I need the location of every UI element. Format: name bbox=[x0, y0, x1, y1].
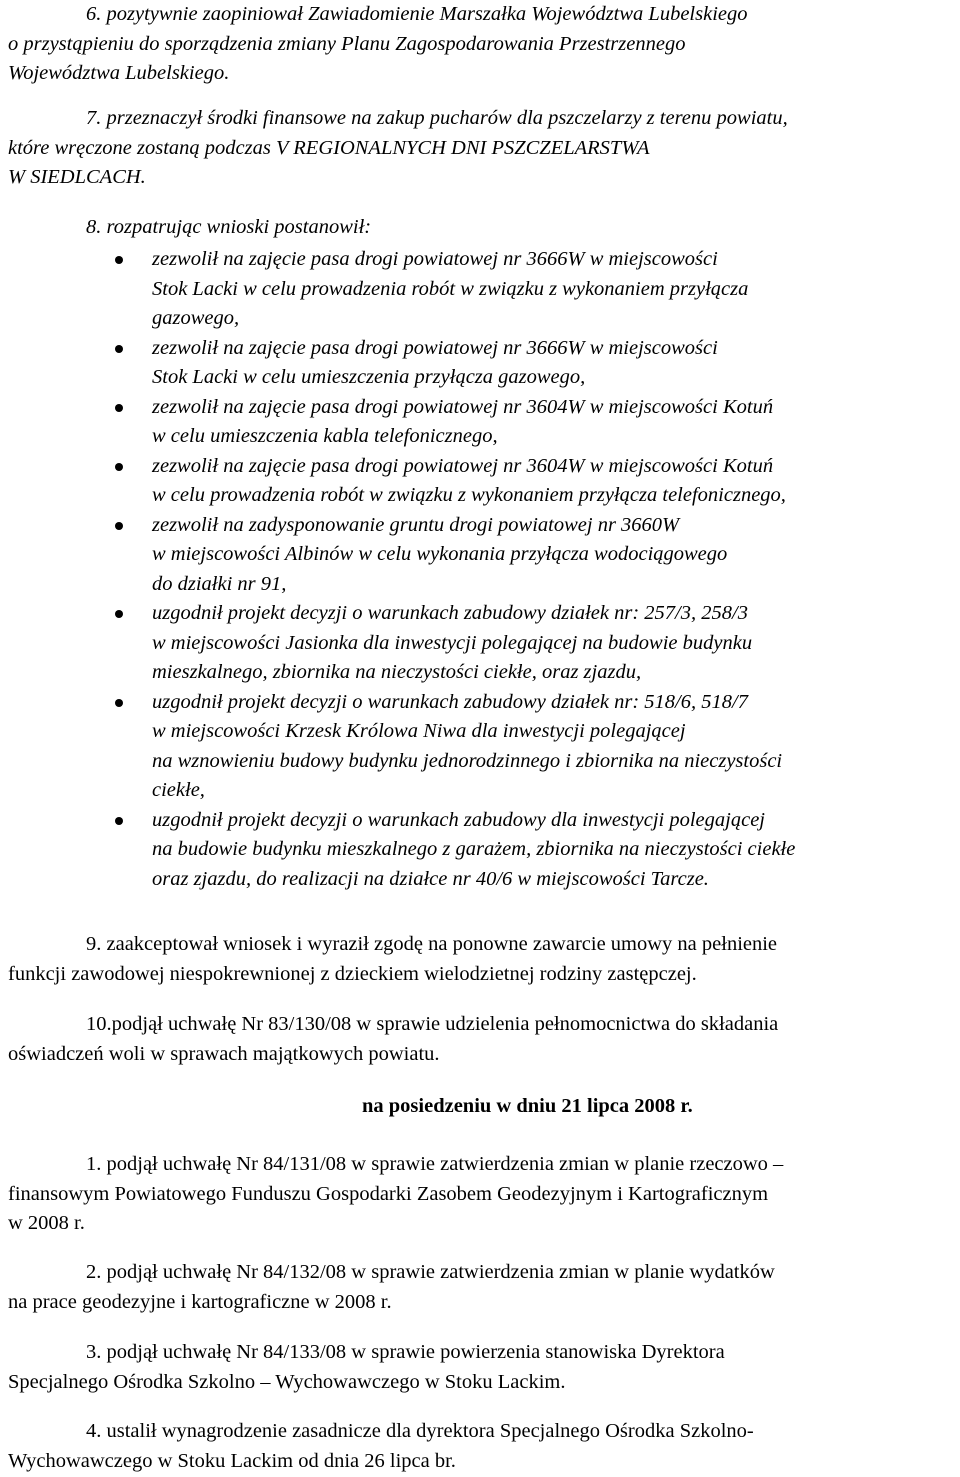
session-heading-block bbox=[8, 1092, 952, 1122]
item-9 bbox=[8, 930, 952, 989]
list-item bbox=[152, 334, 952, 393]
list-item-line: w miejscowości Krzesk Królowa Niwa dla inwestycji polegającej bbox=[152, 720, 686, 742]
item-7-line: W SIEDLCACH. bbox=[8, 166, 146, 188]
list-item bbox=[152, 599, 952, 688]
list-item-line: w celu umieszczenia kabla telefonicznego, bbox=[152, 425, 498, 447]
session-heading: na posiedzeniu w dniu 21 lipca 2008 r. bbox=[362, 1095, 693, 1117]
session-item-1 bbox=[8, 1150, 952, 1239]
item-10-line: oświadczeń woli w sprawach majątkowych powiatu. bbox=[8, 1042, 440, 1065]
list-item bbox=[152, 452, 952, 511]
session-item-line: w 2008 r. bbox=[8, 1212, 85, 1234]
session-item-line: 3. podjął uchwałę Nr 84/133/08 w sprawie powierzenia stanowiska Dyrektora bbox=[86, 1341, 725, 1363]
bullet-icon bbox=[115, 256, 123, 264]
list-item-line: gazowego, bbox=[152, 307, 240, 329]
bullet-icon bbox=[115, 522, 123, 530]
bullet-icon bbox=[115, 345, 123, 353]
list-item bbox=[152, 688, 952, 806]
bullet-icon bbox=[115, 463, 123, 471]
list-item-line: ciekłe, bbox=[152, 779, 205, 801]
session-item-line: Wychowawczego w Stoku Lackim od dnia 26 lipca br. bbox=[8, 1449, 456, 1472]
list-item-line: na wznowieniu budowy budynku jednorodzinnego i zbiornika na nieczystości bbox=[152, 749, 783, 772]
session-item-3 bbox=[8, 1338, 952, 1397]
bullet-icon bbox=[115, 610, 123, 618]
list-item-line: zezwolił na zadysponowanie gruntu drogi powiatowej nr 3660W bbox=[152, 513, 680, 536]
session-item-2 bbox=[8, 1258, 952, 1317]
item-9-line: funkcji zawodowej niespokrewnionej z dzieckiem wielodzietnej rodziny zastępczej. bbox=[8, 962, 697, 985]
item-7 bbox=[8, 104, 952, 193]
item-7-line: które wręczone zostaną podczas V REGIONALNYCH DNI PSZCZELARSTWA bbox=[8, 136, 650, 159]
list-item bbox=[152, 511, 952, 600]
item-6-line: 6. pozytywnie zaopiniował Zawiadomienie Marszałka Województwa Lubelskiego bbox=[86, 3, 748, 25]
item-10 bbox=[8, 1010, 952, 1069]
list-item-line: zezwolił na zajęcie pasa drogi powiatowej nr 3604W w miejscowości Kotuń bbox=[152, 454, 774, 477]
session-item-line: Specjalnego Ośrodka Szkolno – Wychowawczego w Stoku Lackim. bbox=[8, 1370, 566, 1393]
decision-bullet-list bbox=[152, 245, 952, 894]
list-item-line: zezwolił na zajęcie pasa drogi powiatowej nr 3666W w miejscowości bbox=[152, 336, 718, 359]
session-item-line: na prace geodezyjne i kartograficzne w 2008 r. bbox=[8, 1290, 392, 1313]
list-item-line: oraz zjazdu, do realizacji na działce nr 40/6 w miejscowości Tarcze. bbox=[152, 867, 709, 890]
item-6 bbox=[8, 0, 952, 89]
session-item-line: 4. ustalił wynagrodzenie zasadnicze dla dyrektora Specjalnego Ośrodka Szkolno- bbox=[86, 1420, 754, 1442]
item-7-line: 7. przeznaczył środki finansowe na zakup pucharów dla pszczelarzy z terenu powiatu, bbox=[86, 107, 788, 129]
list-item-line: mieszkalnego, zbiornika na nieczystości ciekłe, oraz zjazdu, bbox=[152, 661, 642, 683]
list-item-line: w celu prowadzenia robót w związku z wykonaniem przyłącza telefonicznego, bbox=[152, 484, 786, 506]
list-item-line: Stok Lacki w celu umieszczenia przyłącza gazowego, bbox=[152, 366, 586, 388]
list-item-line: Stok Lacki w celu prowadzenia robót w związku z wykonaniem przyłącza bbox=[152, 277, 749, 300]
list-item bbox=[152, 806, 952, 895]
list-item-line: uzgodnił projekt decyzji o warunkach zabudowy działek nr: 518/6, 518/7 bbox=[152, 690, 748, 713]
item-10-line: 10.podjął uchwałę Nr 83/130/08 w sprawie udzielenia pełnomocnictwa do składania bbox=[86, 1013, 779, 1035]
bullet-icon bbox=[115, 817, 123, 825]
list-item bbox=[152, 393, 952, 452]
list-item-line: w miejscowości Jasionka dla inwestycji polegającej na budowie budynku bbox=[152, 631, 753, 654]
item-9-line: 9. zaakceptował wniosek i wyraził zgodę na ponowne zawarcie umowy na pełnienie bbox=[86, 933, 778, 955]
item-6-line: o przystąpieniu do sporządzenia zmiany Planu Zagospodarowania Przestrzennego bbox=[8, 32, 686, 55]
session-item-4 bbox=[8, 1417, 952, 1476]
item-6-line: Województwa Lubelskiego. bbox=[8, 62, 230, 84]
list-item-line: zezwolił na zajęcie pasa drogi powiatowej nr 3604W w miejscowości Kotuń bbox=[152, 395, 774, 418]
bullet-icon bbox=[115, 699, 123, 707]
item-8-intro: 8. rozpatrując wnioski postanowił: bbox=[86, 216, 372, 238]
list-item-line: uzgodnił projekt decyzji o warunkach zabudowy dla inwestycji polegającej bbox=[152, 808, 765, 831]
list-item bbox=[152, 245, 952, 334]
list-item-line: do działki nr 91, bbox=[152, 572, 287, 595]
list-item-line: w miejscowości Albinów w celu wykonania przyłącza wodociągowego bbox=[152, 543, 728, 565]
session-item-line: 1. podjął uchwałę Nr 84/131/08 w sprawie zatwierdzenia zmian w planie rzeczowo – bbox=[86, 1153, 784, 1175]
item-8 bbox=[8, 213, 952, 243]
session-item-line: 2. podjął uchwałę Nr 84/132/08 w sprawie zatwierdzenia zmian w planie wydatków bbox=[86, 1261, 775, 1283]
session-item-line: finansowym Powiatowego Funduszu Gospodarki Zasobem Geodezyjnym i Kartograficznym bbox=[8, 1182, 769, 1205]
list-item-line: uzgodnił projekt decyzji o warunkach zabudowy działek nr: 257/3, 258/3 bbox=[152, 602, 748, 624]
list-item-line: zezwolił na zajęcie pasa drogi powiatowej nr 3666W w miejscowości bbox=[152, 248, 718, 270]
list-item-line: na budowie budynku mieszkalnego z garażem, zbiornika na nieczystości ciekłe bbox=[152, 838, 796, 860]
bullet-icon bbox=[115, 404, 123, 412]
